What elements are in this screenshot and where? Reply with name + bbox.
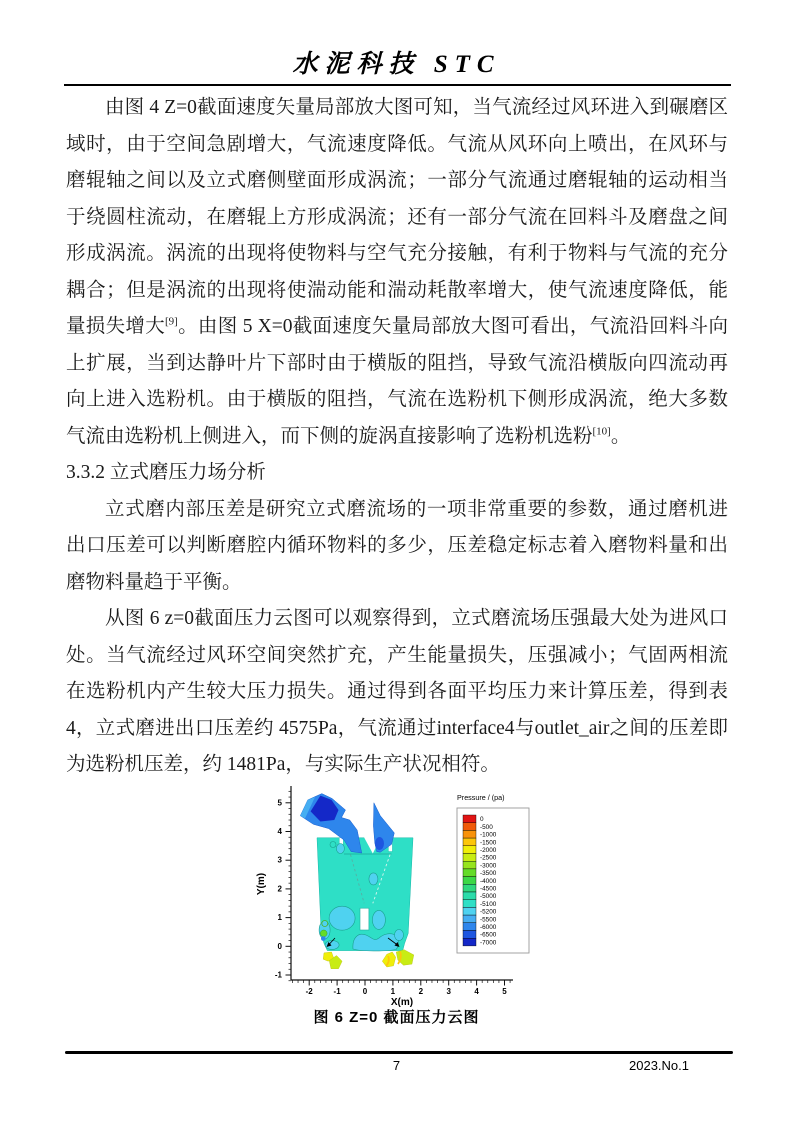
svg-text:-4500: -4500 bbox=[480, 885, 497, 893]
svg-text:5: 5 bbox=[277, 798, 282, 808]
svg-text:-2500: -2500 bbox=[480, 854, 497, 862]
contour-right-duct-core bbox=[375, 837, 384, 850]
svg-text:-1000: -1000 bbox=[480, 831, 497, 839]
pressure-contour-plot bbox=[252, 780, 546, 1008]
footer-issue: 2023.No.1 bbox=[629, 1058, 689, 1073]
citation-10: [10] bbox=[592, 425, 611, 437]
svg-text:-500: -500 bbox=[480, 823, 493, 831]
svg-text:-5500: -5500 bbox=[480, 916, 497, 924]
x-axis-ticks bbox=[292, 980, 510, 996]
x-axis-label: X(m) bbox=[390, 997, 414, 1008]
y-axis-ticks bbox=[275, 791, 291, 980]
svg-text:-5100: -5100 bbox=[480, 900, 497, 908]
svg-text:-1: -1 bbox=[274, 970, 282, 980]
figure-6-pressure-contour bbox=[252, 780, 546, 1008]
section-heading-3-3-2: 3.3.2 立式磨压力场分析 bbox=[66, 462, 266, 483]
footer-rule bbox=[65, 1051, 733, 1054]
svg-text:-5200: -5200 bbox=[480, 908, 497, 916]
paragraph-1-text-2: 。由图 5 X=0截面速度矢量局部放大图可看出，气流沿回料斗向上扩展，当到达静叶片下部时由于横版的阻挡，导致气流沿横版向四流动再向上进入选粉机。由于横版的阻挡，气流在选粉机下侧形成涡流，绝大多数气流由选粉机上侧进入，而下侧的旋涡直接影响了选粉机选粉 bbox=[66, 316, 728, 447]
paragraph-3: 从图 6 z=0截面压力云图可以观察得到，立式磨流场压强最大处为进风口处。当气流经过风环空间突然扩充，产生能量损失，压强减小；气固两相流在选粉机内产生较大压力损失。通过得到各面平均压力来计算压差，得到表 4，立式磨进出口压差约 4575Pa，气流通过interface4与outlet_air之间的压差即为选粉机压差，约 1481Pa，与实际生产状况相符。 bbox=[66, 608, 728, 775]
pocket-top-left bbox=[336, 844, 344, 854]
svg-text:-3000: -3000 bbox=[480, 862, 497, 870]
footer-page-number: 7 bbox=[392, 1058, 401, 1073]
pocket-mid-upper bbox=[369, 873, 378, 885]
body-text bbox=[66, 90, 728, 784]
spot-green-ring bbox=[322, 921, 328, 927]
svg-text:1: 1 bbox=[390, 987, 396, 996]
svg-text:0: 0 bbox=[362, 987, 368, 996]
paragraph-1 bbox=[66, 90, 728, 455]
svg-text:4: 4 bbox=[277, 827, 282, 836]
center-white-rect bbox=[360, 908, 369, 930]
pocket-bottom-left bbox=[325, 940, 339, 949]
header-rule bbox=[64, 84, 731, 86]
svg-text:-6000: -6000 bbox=[480, 924, 497, 931]
y-axis-label: Y(m) bbox=[256, 872, 267, 896]
svg-text:-1500: -1500 bbox=[480, 839, 497, 847]
svg-text:5: 5 bbox=[502, 987, 507, 996]
svg-text:-4000: -4000 bbox=[480, 877, 497, 885]
pocket-mid-left bbox=[329, 906, 355, 930]
svg-text:-2: -2 bbox=[305, 987, 313, 996]
svg-text:-2000: -2000 bbox=[480, 847, 497, 854]
pocket-right-edge bbox=[395, 930, 404, 941]
figure-caption: 图 6 Z=0 截面压力云图 bbox=[313, 1009, 480, 1026]
svg-text:3: 3 bbox=[446, 987, 451, 996]
svg-text:-5000: -5000 bbox=[480, 893, 497, 901]
svg-text:-6500: -6500 bbox=[480, 931, 497, 939]
svg-text:4: 4 bbox=[474, 987, 479, 996]
paragraph-1-text: 由图 4 Z=0截面速度矢量局部放大图可知，当气流经过风环进入到碾磨区域时，由于空间急剧增大，气流速度降低。气流从风环向上喷出，在风环与磨辊轴之间以及立式磨侧壁面形成涡流；一部分气流通过磨辊轴的运动相当于绕圆柱流动，在磨辊上方形成涡流；还有一部分气流在回料斗及磨盘之间形成涡流。涡流的出现将使物料与空气充分接触，有利于物料与气流的充分耦合；但是涡流的出现将使湍动能和湍动耗散率增大，使气流速度降低，能量损失增大 bbox=[66, 97, 728, 337]
paragraph-2: 立式磨内部压差是研究立式磨流场的一项非常重要的参数，通过磨机进出口压差可以判断磨腔内循环物料的多少，压差稳定标志着入磨物料量和出磨物料量趋于平衡。 bbox=[66, 498, 728, 593]
legend-rows bbox=[463, 815, 497, 946]
svg-text:0: 0 bbox=[277, 941, 282, 951]
spot-green bbox=[320, 930, 327, 937]
pocket-right-of-slot bbox=[372, 910, 385, 929]
citation-9: [9] bbox=[165, 315, 178, 328]
spot-blue bbox=[321, 936, 326, 941]
svg-text:2: 2 bbox=[277, 884, 282, 894]
svg-text:3: 3 bbox=[277, 855, 282, 865]
paragraph-1-text-3: 。 bbox=[610, 425, 631, 447]
svg-text:0: 0 bbox=[480, 816, 484, 824]
svg-text:2: 2 bbox=[418, 987, 424, 996]
svg-text:-1: -1 bbox=[333, 987, 341, 996]
svg-text:-3500: -3500 bbox=[480, 870, 497, 878]
journal-title: 水泥科技 STC bbox=[292, 51, 501, 78]
legend-title: Pressure / (pa) bbox=[457, 793, 505, 802]
svg-text:-7000: -7000 bbox=[480, 939, 497, 947]
svg-text:1: 1 bbox=[277, 913, 282, 923]
